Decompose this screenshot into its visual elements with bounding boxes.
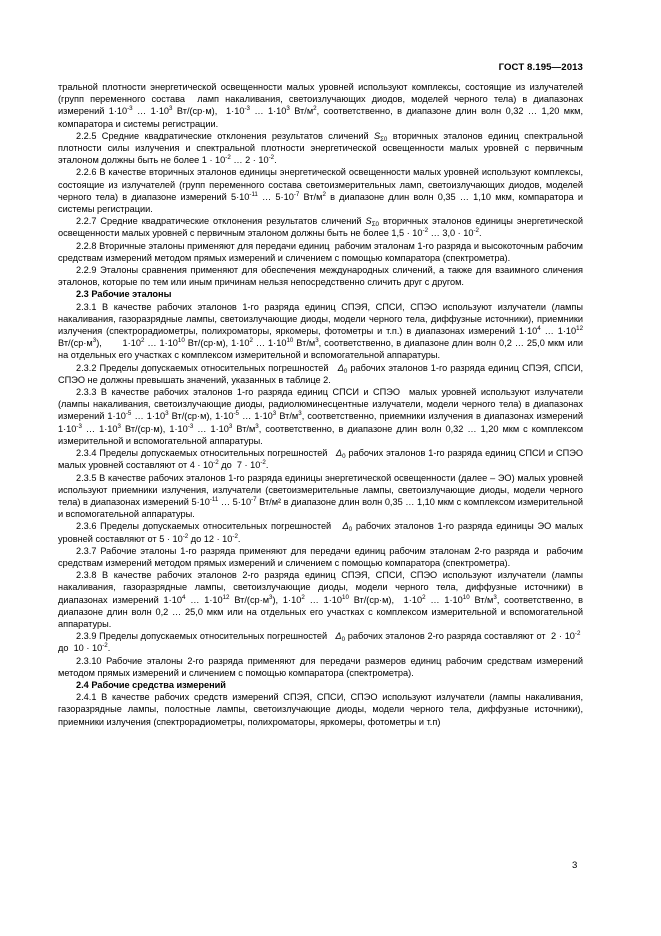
paragraph: тральной плотности энергетической освещенности малых уровней используют комплексы, состоящие из излучателей (групп переменного состава ламп накаливания, светоизлучающих диодов, моделей черного тела) в диапазонах измерений $1\cdot 10^{-3}$ … $1\cdot 10^3$ Вт/(ср·м), $1\cdot 10^{-3}$ … $1\cdot 10^3$ $Вт/м^2$, соответственно, в диапазоне длин волн 0,32 … 1,20 мкм, компаратора и системы регистрации.	[58, 82, 583, 129]
paragraph: 2.3.9 Пределы допускаемых относительных погрешностей $\Delta_0$ рабочих эталонов 2-го разряда составляют от $2 \cdot 10^{-2}$ до $10 \cdot 10^{-2}$.	[58, 630, 583, 654]
section-heading: 2.3 Рабочие эталоны	[76, 289, 172, 300]
paragraph: 2.3.7 Рабочие эталоны 1-го разряда применяют для передачи единиц рабочим эталонам 2-го разряда и рабочим средствам измерений методом прямых измерений и сличением с помощью компаратора (спектрометра).	[58, 545, 583, 568]
paragraph: 2.3.8 В качестве рабочих эталонов 2-го разряда единиц СПЭЯ, СПСИ, СПЭО используют излучатели (лампы накаливания, газоразрядные лампы, светоизлучающие диоды, модели черного тела, диффузные источники) в диапазонах измерений $1\cdot 10^4$ … $1\cdot 10^{12}$ $Вт/(ср\cdot м^3)$, $1\cdot 10^2$ … $1\cdot 10^{10}$ Вт/(ср·м), $1\cdot 10^2$ … $1\cdot 10^{10}$ $Вт/м^3$, соответственно, в диапазоне длин волн 0,2 … 25,0 мкм или на отдельных его участках с комплексом измерительной и вспомогательной аппаратуры.	[58, 570, 583, 629]
paragraph: 2.2.7 Средние квадратические отклонения результатов сличений $S_{\Sigma 0}$ вторичных эталонов единицы энергетической освещенности малых уровней с первичным эталоном должны быть не более $1,5 \cdot 10^{-2}$ … $3,0 \cdot 10^{-2}$.	[58, 216, 583, 239]
paragraph: 2.3.1 В качестве рабочих эталонов 1-го разряда единиц СПЭЯ, СПСИ, СПЭО используют излучатели (лампы накаливания, газоразрядные лампы, светоизлучающие диоды, модели черного тела, диффузные источники), приемники излучения (спектрорадиометры, полихроматоры, яркомеры, фотометры и т.п.) в диапазонах измерений $1\cdot 10^4$ … $1\cdot 10^{12}$ $Вт/(ср\cdot м^3)$, $1\cdot 10^2$ … $1\cdot 10^{10}$ Вт/(ср·м), $1\cdot 10^2$ … $1\cdot 10^{10}$ $Вт/м^3$, соответственно, в диапазоне длин волн 0,2 … 25,0 мкм или на отдельных его участках с комплексом измерительной и вспомогательной аппаратуры.	[58, 301, 584, 361]
paragraph: 2.3.6 Пределы допускаемых относительных погрешностей $\Delta_0$ рабочих эталонов 1-го разряда единицы ЭО малых уровней составляют от $5 \cdot 10^{-2}$ до $12 \cdot 10^{-2}$.	[58, 521, 583, 544]
paragraph: 2.3.2 Пределы допускаемых относительных погрешностей $\Delta_0$ рабочих эталонов 1-го разряда единиц СПЭЯ, СПСИ, СПЭО не должны превышать значений, указанных в таблице 2.	[58, 362, 583, 385]
paragraph: 2.3.5 В качестве рабочих эталонов 1-го разряда единицы энергетической освещенности (далее – ЭО) малых уровней используют приемники излучения, излучатели (светоизмерительные лампы, светоизлучающие диоды, модели черного тела) в диапазонах измерений $5\cdot 10^{-11}$ … $5\cdot 10^{-7}$ Вт/м² в диапазоне длин волн 0,35 … 1,10 мкм с комплексом измерительной и вспомогательной аппаратуры.	[58, 472, 584, 520]
document-body	[58, 81, 583, 728]
paragraph: 2.4.1 В качестве рабочих средств измерений СПЭЯ, СПСИ, СПЭО используют излучатели (лампы накаливания, газоразрядные лампы, полостные лампы, светоизлучающие диоды, модели черного тела, диффузные источники), приемники излучения (спектрорадиометры, полихроматоры, яркомеры, фотометры и т.п)	[58, 692, 583, 727]
page-number: 3	[572, 860, 578, 871]
document-code: ГОСТ 8.195—2013	[498, 62, 583, 73]
paragraph: 2.3.3 В качестве рабочих эталонов 1-го разряда единиц СПСИ и СПЭО малых уровней используют излучатели (лампы накаливания, светоизлучающие диоды, радиолюминесцентные излучатели, модели черного тела) в диапазонах измерений $1\cdot 10^{-5}$ … $1\cdot 10^3$ Вт/(ср·м), $1\cdot 10^{-5}$ … $1\cdot 10^3$ $Вт/м^3$, соответственно, приемники излучения в диапазонах измерений $1\cdot 10^{-3}$ … $1\cdot 10^3$ Вт/(ср·м), $1\cdot 10^{-3}$ … $1\cdot 10^3$ $Вт/м^3$, соответственно, в диапазоне длин волн 0,32 … 1,20 мкм с комплексом измерительной и вспомогательной аппаратуры.	[58, 387, 584, 446]
paragraph: 2.2.6 В качестве вторичных эталонов единицы энергетической освещенности малых уровней используют комплексы, состоящие из излучателей (групп переменного состава светоизмерительных ламп, светоизлучающих диодов, моделей черного тела) в диапазоне измерений $5\cdot 10^{-11}$ … $5\cdot 10^{-7}$ $Вт/м^2$ в диапазоне длин волн 0,35 … 1,10 мкм, компаратора и системы регистрации.	[58, 167, 584, 215]
paragraph: 2.2.8 Вторичные эталоны применяют для передачи единиц рабочим эталонам 1-го разряда и высокоточным рабочим средствам измерений методом прямых измерений и сличением с помощью компаратора (спектрометра).	[58, 240, 583, 263]
paragraph: 2.2.9 Эталоны сравнения применяют для обеспечения международных сличений, а также для взаимного сличения эталонов, которые по тем или иным причинам нельзя непосредственно сличить друг с другом.	[58, 265, 583, 288]
paragraph: 2.3.4 Пределы допускаемых относительных погрешностей $\Delta_0$ рабочих эталонов 1-го разряда единиц СПСИ и СПЭО малых уровней составляют от $4 \cdot 10^{-2}$ до $7 \cdot 10^{-2}$.	[58, 448, 583, 471]
section-heading: 2.4 Рабочие средства измерений	[76, 679, 226, 690]
paragraph: 2.3.10 Рабочие эталоны 2-го разряда применяют для передачи размеров единиц рабочим средствам измерений методом прямых измерений и сличением с помощью компаратора (спектрометра).	[58, 655, 583, 678]
paragraph: 2.2.5 Средние квадратические отклонения результатов сличений $S_{\Sigma 0}$ вторичных эталонов единиц спектральной плотности силы излучения и спектральной плотности энергетической освещенности малых уровней с первичным эталоном должны быть не более $1 \cdot 10^{-2}$ … $2 \cdot 10^{-2}$.	[58, 130, 583, 166]
